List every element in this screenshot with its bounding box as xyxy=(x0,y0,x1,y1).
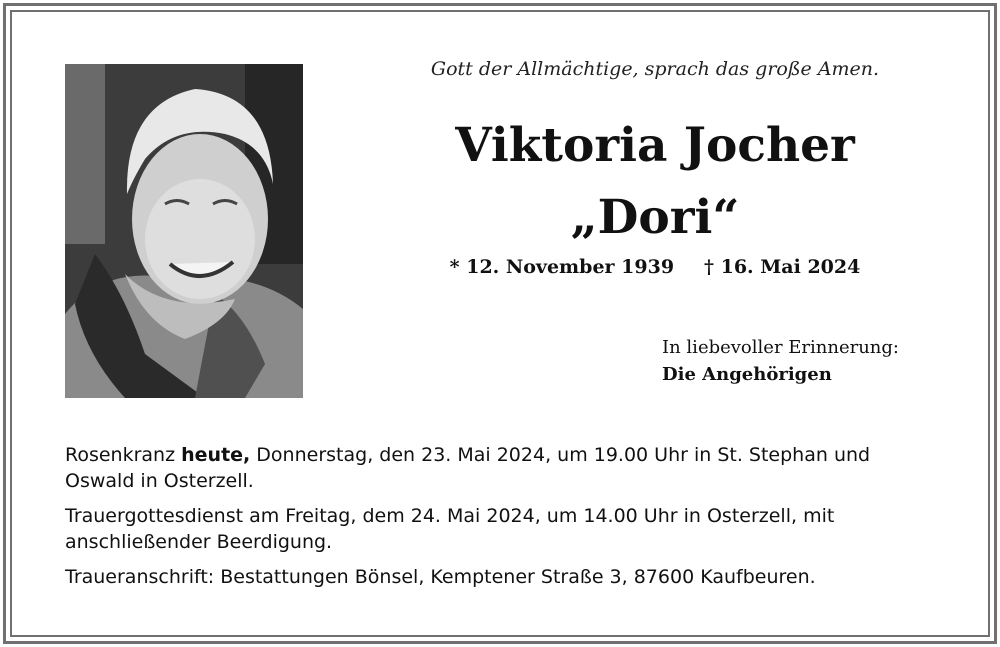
life-dates xyxy=(360,256,950,278)
service-paragraph: Trauergottesdienst am Freitag, dem 24. Mai 2024, um 14.00 Uhr in Osterzell, mit anschließender Beerdigung. xyxy=(65,505,835,553)
rosary-bold: heute, xyxy=(181,444,251,466)
memory-from: Die Angehörigen xyxy=(662,364,832,385)
motto-quote: Gott der Allmächtige, sprach das große Amen. xyxy=(430,58,880,80)
rosary-paragraph xyxy=(65,442,945,494)
address-paragraph: Traueranschrift: Bestattungen Bönsel, Kemptener Straße 3, 87600 Kaufbeuren. xyxy=(65,566,816,588)
deceased-name: Viktoria Jocher xyxy=(455,118,855,173)
deceased-nickname: „Dori“ xyxy=(570,190,740,245)
service-details xyxy=(65,442,945,599)
rosary-prefix: Rosenkranz xyxy=(65,444,182,466)
death-date: † 16. Mai 2024 xyxy=(704,256,861,278)
memory-block xyxy=(662,334,899,388)
memory-line: In liebevoller Erinnerung: xyxy=(662,337,899,358)
birth-date: * 12. November 1939 xyxy=(449,256,675,278)
rosary-rest: Donnerstag, den 23. Mai 2024, um 19.00 Uhr in St. Stephan und Oswald in Osterzell. xyxy=(65,444,871,492)
portrait-photo xyxy=(65,64,303,398)
